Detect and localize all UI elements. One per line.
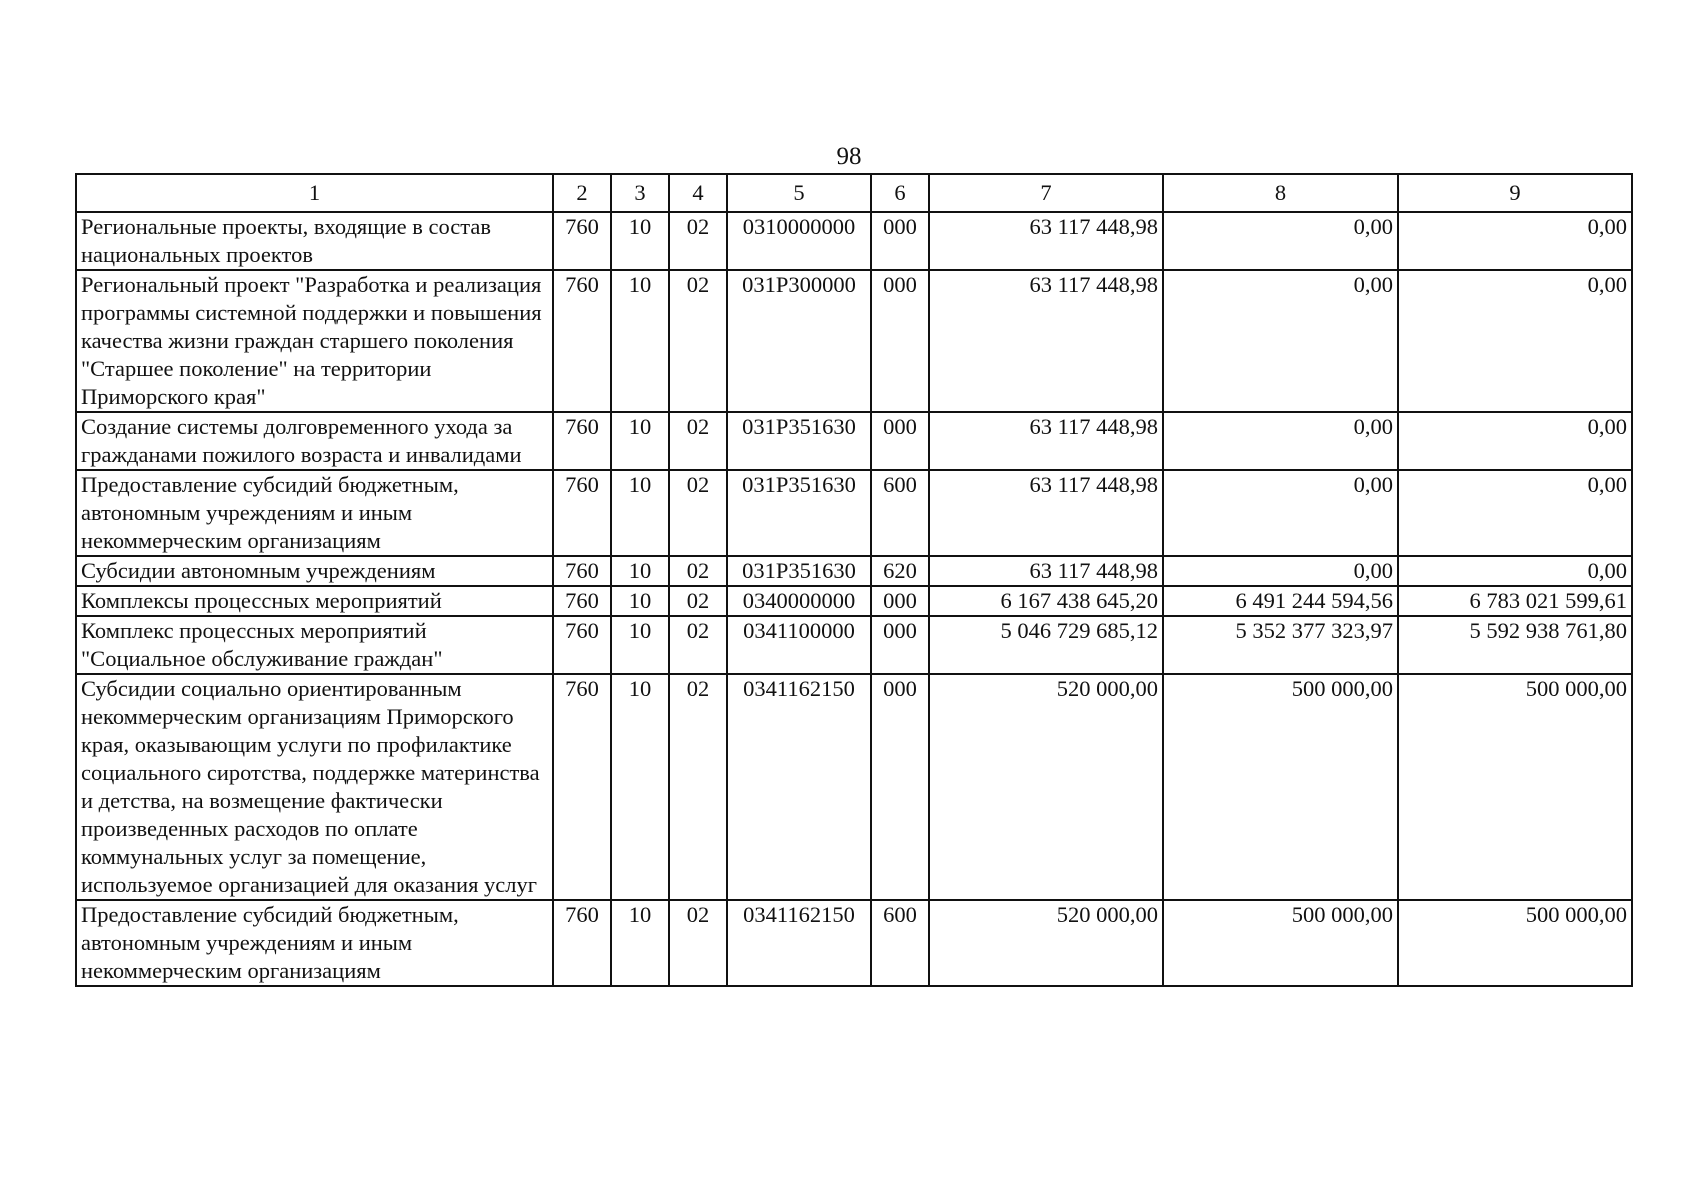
amount-col9-cell: 0,00 <box>1398 556 1632 586</box>
subsection-code-cell: 02 <box>669 212 727 270</box>
table-row <box>76 470 1632 556</box>
amount-col7-cell: 63 117 448,98 <box>929 556 1163 586</box>
subsection-code-cell: 02 <box>669 900 727 986</box>
expense-type-cell: 000 <box>871 270 929 412</box>
ministry-code-cell: 760 <box>553 556 611 586</box>
row-name-cell: Региональный проект "Разработка и реализация программы системной поддержки и повышения качества жизни граждан старшего поколения "Старшее поколение" на территории Приморского края" <box>76 270 553 412</box>
amount-col8-cell: 0,00 <box>1163 470 1398 556</box>
amount-col8-cell: 500 000,00 <box>1163 900 1398 986</box>
ministry-code-cell: 760 <box>553 412 611 470</box>
column-header: 2 <box>553 174 611 212</box>
column-header: 3 <box>611 174 669 212</box>
amount-col7-cell: 520 000,00 <box>929 674 1163 900</box>
amount-col8-cell: 6 491 244 594,56 <box>1163 586 1398 616</box>
table-row <box>76 556 1632 586</box>
ministry-code-cell: 760 <box>553 674 611 900</box>
amount-col8-cell: 0,00 <box>1163 556 1398 586</box>
amount-col7-cell: 520 000,00 <box>929 900 1163 986</box>
ministry-code-cell: 760 <box>553 616 611 674</box>
amount-col9-cell: 6 783 021 599,61 <box>1398 586 1632 616</box>
expense-type-cell: 600 <box>871 900 929 986</box>
row-name-cell: Субсидии социально ориентированным некоммерческим организациям Приморского края, оказывающим услуги по профилактике социального сиротства, поддержке материнства и детства, на возмещение фактически произведенных расходов по оплате коммунальных услуг за помещение, используемое организацией для оказания услуг <box>76 674 553 900</box>
row-name-cell: Создание системы долговременного ухода за гражданами пожилого возраста и инвалидами <box>76 412 553 470</box>
section-code-cell: 10 <box>611 412 669 470</box>
ministry-code-cell: 760 <box>553 270 611 412</box>
amount-col8-cell: 500 000,00 <box>1163 674 1398 900</box>
row-name-cell: Комплексы процессных мероприятий <box>76 586 553 616</box>
section-code-cell: 10 <box>611 212 669 270</box>
amount-col7-cell: 63 117 448,98 <box>929 412 1163 470</box>
budget-table <box>75 173 1633 987</box>
section-code-cell: 10 <box>611 586 669 616</box>
row-name-cell: Комплекс процессных мероприятий "Социальное обслуживание граждан" <box>76 616 553 674</box>
amount-col9-cell: 500 000,00 <box>1398 674 1632 900</box>
column-header: 4 <box>669 174 727 212</box>
ministry-code-cell: 760 <box>553 900 611 986</box>
table-row <box>76 616 1632 674</box>
amount-col7-cell: 63 117 448,98 <box>929 470 1163 556</box>
subsection-code-cell: 02 <box>669 556 727 586</box>
subsection-code-cell: 02 <box>669 270 727 412</box>
table-row <box>76 900 1632 986</box>
amount-col8-cell: 0,00 <box>1163 412 1398 470</box>
amount-col8-cell: 0,00 <box>1163 270 1398 412</box>
amount-col7-cell: 63 117 448,98 <box>929 270 1163 412</box>
section-code-cell: 10 <box>611 616 669 674</box>
amount-col9-cell: 500 000,00 <box>1398 900 1632 986</box>
target-article-cell: 0310000000 <box>727 212 871 270</box>
ministry-code-cell: 760 <box>553 470 611 556</box>
table-row <box>76 212 1632 270</box>
subsection-code-cell: 02 <box>669 470 727 556</box>
amount-col7-cell: 63 117 448,98 <box>929 212 1163 270</box>
column-header: 5 <box>727 174 871 212</box>
page-number: 98 <box>836 143 862 170</box>
amount-col9-cell: 5 592 938 761,80 <box>1398 616 1632 674</box>
amount-col9-cell: 0,00 <box>1398 412 1632 470</box>
header-row <box>76 174 1632 212</box>
section-code-cell: 10 <box>611 556 669 586</box>
subsection-code-cell: 02 <box>669 412 727 470</box>
ministry-code-cell: 760 <box>553 586 611 616</box>
subsection-code-cell: 02 <box>669 674 727 900</box>
row-name-cell: Субсидии автономным учреждениям <box>76 556 553 586</box>
table-row <box>76 412 1632 470</box>
section-code-cell: 10 <box>611 674 669 900</box>
table-row <box>76 270 1632 412</box>
target-article-cell: 0341100000 <box>727 616 871 674</box>
expense-type-cell: 000 <box>871 412 929 470</box>
subsection-code-cell: 02 <box>669 616 727 674</box>
target-article-cell: 0340000000 <box>727 586 871 616</box>
table-row <box>76 674 1632 900</box>
expense-type-cell: 000 <box>871 212 929 270</box>
expense-type-cell: 000 <box>871 586 929 616</box>
section-code-cell: 10 <box>611 470 669 556</box>
expense-type-cell: 600 <box>871 470 929 556</box>
table-row <box>76 586 1632 616</box>
amount-col9-cell: 0,00 <box>1398 212 1632 270</box>
row-name-cell: Предоставление субсидий бюджетным, автономным учреждениям и иным некоммерческим организациям <box>76 470 553 556</box>
target-article-cell: 031P351630 <box>727 556 871 586</box>
amount-col9-cell: 0,00 <box>1398 470 1632 556</box>
section-code-cell: 10 <box>611 900 669 986</box>
column-header: 1 <box>76 174 553 212</box>
column-header: 6 <box>871 174 929 212</box>
target-article-cell: 0341162150 <box>727 900 871 986</box>
column-header: 9 <box>1398 174 1632 212</box>
ministry-code-cell: 760 <box>553 212 611 270</box>
table-body <box>76 212 1632 986</box>
expense-type-cell: 000 <box>871 674 929 900</box>
section-code-cell: 10 <box>611 270 669 412</box>
target-article-cell: 0341162150 <box>727 674 871 900</box>
target-article-cell: 031P300000 <box>727 270 871 412</box>
target-article-cell: 031P351630 <box>727 412 871 470</box>
target-article-cell: 031P351630 <box>727 470 871 556</box>
row-name-cell: Предоставление субсидий бюджетным, автономным учреждениям и иным некоммерческим организациям <box>76 900 553 986</box>
subsection-code-cell: 02 <box>669 586 727 616</box>
expense-type-cell: 000 <box>871 616 929 674</box>
amount-col9-cell: 0,00 <box>1398 270 1632 412</box>
row-name-cell: Региональные проекты, входящие в состав национальных проектов <box>76 212 553 270</box>
column-header: 7 <box>929 174 1163 212</box>
amount-col8-cell: 0,00 <box>1163 212 1398 270</box>
amount-col7-cell: 5 046 729 685,12 <box>929 616 1163 674</box>
amount-col7-cell: 6 167 438 645,20 <box>929 586 1163 616</box>
column-header: 8 <box>1163 174 1398 212</box>
expense-type-cell: 620 <box>871 556 929 586</box>
amount-col8-cell: 5 352 377 323,97 <box>1163 616 1398 674</box>
